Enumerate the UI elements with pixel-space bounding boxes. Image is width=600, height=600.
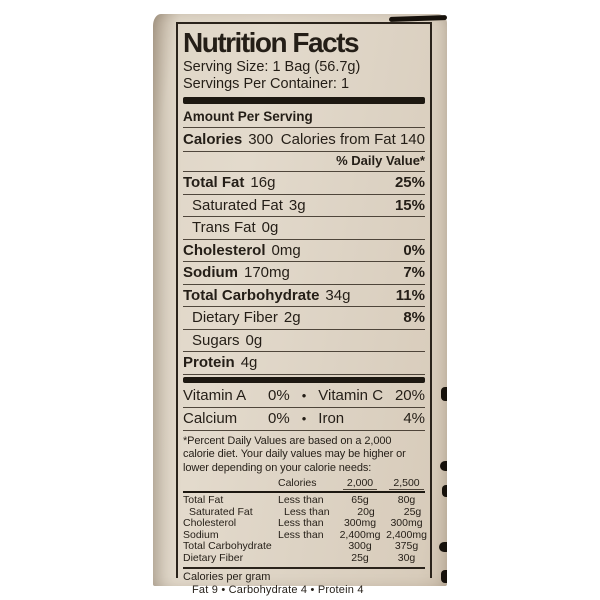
nutrient-amount: 3g	[288, 196, 306, 214]
vitamin-name: Vitamin C	[318, 386, 384, 404]
table-row: Saturated Fat Less than 20g 25g	[189, 505, 422, 518]
table-row: Dietary Fiber 25g 30g	[183, 551, 416, 564]
package-edge-print-mark	[440, 461, 447, 471]
medium-divider	[183, 567, 425, 569]
serving-size-text: Serving Size: 1 Bag (56.7g)	[183, 59, 361, 75]
nutrient-amount: 2g	[283, 309, 301, 326]
nutrient-amount: 16g	[250, 174, 276, 191]
nutrient-row-total-carbohydrate	[183, 285, 425, 308]
vitamin-row-calcium-iron	[183, 408, 425, 431]
bullet-separator: •	[301, 387, 307, 403]
calories-per-gram-title: Calories per gram	[183, 571, 271, 583]
nutrient-dv: 15%	[394, 196, 425, 214]
package-bag	[153, 14, 447, 596]
thick-divider	[183, 97, 425, 104]
nutrient-dv: 8%	[403, 309, 425, 326]
daily-values-table	[183, 477, 425, 564]
calories-value: 300	[248, 131, 274, 148]
calories-from-fat: Calories from Fat 140	[280, 131, 425, 148]
header-calories: Calories	[278, 477, 317, 489]
nutrient-row-sodium	[183, 262, 425, 285]
servings-per-container-text: Servings Per Container: 1	[183, 76, 350, 92]
nutrient-amount: 0mg	[271, 241, 301, 259]
nutrient-amount: 170mg	[244, 264, 290, 281]
table-row: Total Fat Less than 65g 80g	[183, 494, 416, 506]
nutrient-row-cholesterol	[183, 240, 425, 263]
vitamin-name: Vitamin A	[183, 386, 247, 404]
package-edge-print-mark	[442, 485, 447, 497]
nutrient-dv: 0%	[403, 241, 425, 259]
label-title: Nutrition Facts	[183, 27, 359, 58]
nutrient-dv: 25%	[394, 174, 425, 191]
table-row: Cholesterol Less than 300mg 300mg	[183, 517, 423, 529]
nutrient-row-sugars	[183, 330, 425, 353]
vitamin-name: Iron	[318, 409, 345, 427]
calories-label: Calories	[183, 131, 243, 148]
table-header-row	[183, 477, 425, 493]
nutrient-amount: 0g	[245, 331, 263, 349]
nutrient-name: Saturated Fat	[192, 196, 283, 214]
nutrient-name: Total Fat	[183, 174, 245, 191]
vitamin-name: Calcium	[183, 409, 238, 427]
header-2000: 2,000	[343, 477, 377, 490]
nutrition-facts-label	[176, 22, 432, 596]
nutrient-name: Dietary Fiber	[192, 309, 278, 326]
thick-divider	[183, 377, 425, 383]
calories-row	[183, 128, 425, 152]
nutrient-row-trans-fat	[183, 217, 425, 240]
package-edge-print-mark	[389, 15, 447, 22]
nutrient-name: Sugars	[192, 331, 240, 349]
header-2500: 2,500	[389, 477, 423, 490]
calories-per-gram-values: Fat 9 • Carbohydrate 4 • Protein 4	[192, 584, 364, 596]
vitamin-value: 4%	[403, 409, 425, 427]
nutrient-name: Sodium	[183, 264, 238, 281]
table-row: Sodium Less than 2,400mg 2,400mg	[183, 528, 427, 541]
bullet-separator: •	[301, 410, 307, 426]
amount-per-serving-heading: Amount Per Serving	[183, 107, 425, 128]
nutrient-amount: 34g	[325, 286, 351, 304]
vitamin-value: 0%	[268, 386, 290, 404]
package-edge-print-mark	[441, 570, 447, 583]
nutrient-name: Protein	[183, 354, 235, 371]
nutrient-amount: 4g	[240, 354, 258, 371]
package-edge-print-mark	[439, 542, 447, 552]
package-edge-print-mark	[441, 387, 447, 401]
table-row: Total Carbohydrate 300g 375g	[183, 540, 419, 552]
nutrient-row-saturated-fat	[183, 195, 425, 218]
nutrient-name: Cholesterol	[183, 241, 266, 259]
daily-values-footnote: *Percent Daily Values are based on a 2,000 calorie diet. Your daily values may be higher or lower depending on your calorie needs:	[183, 434, 406, 474]
nutrient-row-dietary-fiber	[183, 307, 425, 330]
nutrient-row-total-fat	[183, 172, 425, 195]
nutrient-name: Total Carbohydrate	[183, 286, 320, 304]
daily-value-header: % Daily Value*	[183, 152, 425, 172]
nutrient-row-protein	[183, 352, 425, 375]
vitamin-row-a-c	[183, 385, 425, 408]
vitamin-value: 0%	[268, 409, 290, 427]
vitamin-value: 20%	[394, 386, 425, 404]
nutrient-name: Trans Fat	[192, 219, 256, 236]
nutrient-dv: 11%	[395, 286, 425, 304]
nutrient-amount: 0g	[261, 219, 279, 236]
nutrient-dv: 7%	[403, 264, 425, 281]
